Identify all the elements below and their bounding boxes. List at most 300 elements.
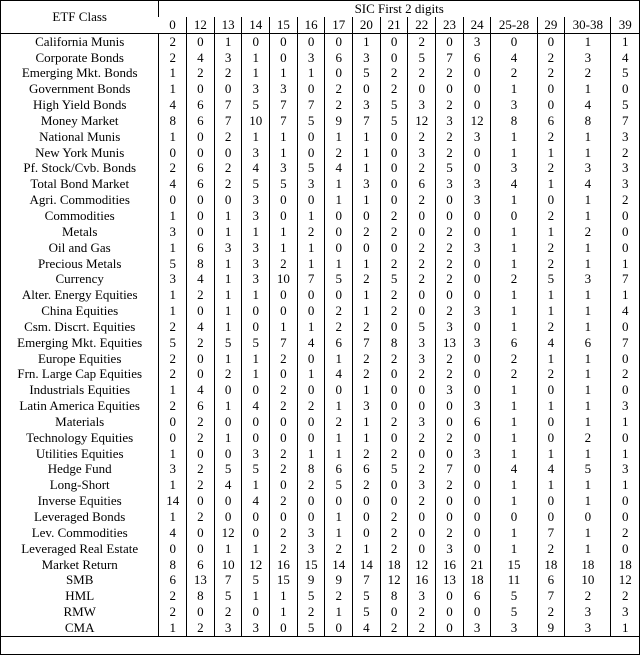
cell: 3 — [159, 224, 187, 240]
cell: 2 — [380, 414, 408, 430]
cell: 1 — [325, 351, 353, 367]
cell: 1 — [297, 65, 325, 81]
cell: 1 — [491, 382, 537, 398]
cell: 0 — [537, 382, 565, 398]
cell: 0 — [408, 303, 436, 319]
cell: 0 — [436, 414, 464, 430]
cell: 3 — [491, 620, 537, 636]
cell: 7 — [270, 97, 298, 113]
cell: 8 — [491, 113, 537, 129]
cell: 5 — [353, 604, 381, 620]
cell: 2 — [270, 493, 298, 509]
cell: 3 — [436, 319, 464, 335]
cell: 1 — [537, 398, 565, 414]
cell: 3 — [242, 145, 270, 161]
cell: 7 — [611, 113, 639, 129]
cell: 15 — [491, 557, 537, 573]
cell: 3 — [491, 160, 537, 176]
cell: 0 — [270, 430, 298, 446]
row-label: Latin America Equities — [19, 398, 140, 414]
cell: 1 — [491, 493, 537, 509]
cell: 1 — [565, 145, 611, 161]
cell: 6 — [463, 414, 491, 430]
cell: 6 — [187, 557, 215, 573]
cell: 0 — [436, 287, 464, 303]
cell: 0 — [463, 145, 491, 161]
row-label: Currency — [55, 271, 104, 287]
cell: 0 — [270, 477, 298, 493]
cell: 5 — [408, 50, 436, 66]
cell: 0 — [463, 430, 491, 446]
cell: 1 — [353, 256, 381, 272]
row-label: Market Return — [41, 556, 118, 572]
cell: 2 — [436, 351, 464, 367]
cell: 0 — [436, 33, 464, 49]
cell: 0 — [463, 287, 491, 303]
cell: 7 — [270, 113, 298, 129]
cell: 0 — [325, 33, 353, 49]
cell: 1 — [242, 129, 270, 145]
cell: 3 — [463, 192, 491, 208]
cell: 0 — [463, 461, 491, 477]
row-label: New York Munis — [35, 144, 125, 160]
cell: 7 — [353, 113, 381, 129]
cell: 0 — [353, 81, 381, 97]
cell: 0 — [187, 81, 215, 97]
cell: 8 — [187, 256, 215, 272]
cell: 1 — [270, 319, 298, 335]
cell: 3 — [565, 604, 611, 620]
cell: 1 — [491, 129, 537, 145]
cell: 0 — [408, 382, 436, 398]
cell: 2 — [270, 446, 298, 462]
cell: 10 — [214, 557, 242, 573]
cell: 0 — [436, 208, 464, 224]
table-row — [1, 319, 639, 335]
cell: 0 — [408, 541, 436, 557]
cell: 1 — [491, 319, 537, 335]
cell: 0 — [611, 541, 639, 557]
row-label: Money Market — [40, 112, 119, 128]
cell: 0 — [242, 33, 270, 49]
cell: 14 — [353, 557, 381, 573]
cell: 2 — [537, 50, 565, 66]
cell: 0 — [187, 351, 215, 367]
cell: 0 — [463, 81, 491, 97]
cell: 0 — [242, 319, 270, 335]
cell: 0 — [242, 509, 270, 525]
cell: 1 — [353, 430, 381, 446]
row-label: Csm. Discrt. Equities — [24, 318, 136, 334]
cell: 2 — [565, 65, 611, 81]
cell: 10 — [565, 572, 611, 588]
cell: 1 — [242, 287, 270, 303]
cell: 5 — [491, 604, 537, 620]
cell: 0 — [537, 192, 565, 208]
cell: 5 — [380, 113, 408, 129]
cell: 5 — [565, 461, 611, 477]
cell: 0 — [270, 509, 298, 525]
table-row — [1, 50, 639, 66]
cell: 7 — [353, 335, 381, 351]
cell: 1 — [353, 129, 381, 145]
cell: 0 — [408, 81, 436, 97]
cell: 0 — [463, 541, 491, 557]
cell: 0 — [270, 620, 298, 636]
cell: 3 — [408, 351, 436, 367]
column-header: 0 — [159, 17, 187, 33]
cell: 2 — [565, 430, 611, 446]
cell: 0 — [325, 240, 353, 256]
cell: 1 — [214, 303, 242, 319]
cell: 3 — [214, 50, 242, 66]
table-row — [1, 509, 639, 525]
cell: 3 — [463, 303, 491, 319]
cell: 3 — [270, 81, 298, 97]
cell: 11 — [491, 572, 537, 588]
cell: 0 — [537, 97, 565, 113]
cell: 4 — [187, 271, 215, 287]
cell: 7 — [537, 588, 565, 604]
cell: 2 — [325, 541, 353, 557]
cell: 0 — [159, 541, 187, 557]
cell: 7 — [297, 271, 325, 287]
cell: 3 — [463, 446, 491, 462]
cell: 0 — [380, 33, 408, 49]
cell: 0 — [325, 493, 353, 509]
cell: 0 — [611, 240, 639, 256]
cell: 4 — [242, 398, 270, 414]
cell: 2 — [408, 604, 436, 620]
cell: 5 — [297, 588, 325, 604]
cell: 0 — [297, 81, 325, 97]
cell: 1 — [242, 366, 270, 382]
cell: 1 — [242, 65, 270, 81]
cell: 4 — [242, 493, 270, 509]
row-label: SMB — [65, 572, 94, 588]
cell: 5 — [242, 97, 270, 113]
cell: 0 — [297, 287, 325, 303]
cell: 1 — [270, 145, 298, 161]
cell: 3 — [611, 129, 639, 145]
cell: 0 — [436, 620, 464, 636]
cell: 1 — [611, 287, 639, 303]
cell: 0 — [537, 414, 565, 430]
row-label: HML — [65, 588, 95, 604]
cell: 16 — [436, 557, 464, 573]
cell: 1 — [565, 446, 611, 462]
cell: 1 — [537, 287, 565, 303]
cell: 0 — [242, 382, 270, 398]
cell: 1 — [491, 525, 537, 541]
cell: 2 — [436, 145, 464, 161]
cell: 0 — [242, 604, 270, 620]
cell: 18 — [611, 557, 639, 573]
cell: 0 — [380, 382, 408, 398]
cell: 2 — [214, 160, 242, 176]
cell: 2 — [214, 129, 242, 145]
cell: 5 — [159, 256, 187, 272]
cell: 1 — [297, 446, 325, 462]
cell: 5 — [436, 160, 464, 176]
column-header: 16 — [297, 17, 325, 33]
cell: 2 — [187, 414, 215, 430]
cell: 1 — [611, 620, 639, 636]
cell: 1 — [491, 541, 537, 557]
cell: 5 — [611, 65, 639, 81]
row-label: National Munis — [39, 128, 121, 144]
cell: 2 — [611, 192, 639, 208]
cell: 0 — [270, 287, 298, 303]
cell: 1 — [353, 541, 381, 557]
cell: 3 — [611, 461, 639, 477]
cell: 2 — [380, 620, 408, 636]
cell: 7 — [214, 97, 242, 113]
table-row — [1, 145, 639, 161]
table-row — [1, 160, 639, 176]
cell: 7 — [537, 525, 565, 541]
row-label: Materials — [55, 413, 105, 429]
cell: 0 — [270, 208, 298, 224]
cell: 3 — [214, 620, 242, 636]
cell: 7 — [270, 335, 298, 351]
cell: 1 — [214, 398, 242, 414]
cell: 9 — [325, 113, 353, 129]
row-label: Corporate Bonds — [35, 49, 124, 65]
table-row — [1, 351, 639, 367]
cell: 1 — [537, 446, 565, 462]
cell: 0 — [436, 446, 464, 462]
cell: 5 — [380, 461, 408, 477]
cell: 2 — [270, 351, 298, 367]
cell: 1 — [537, 145, 565, 161]
cell: 0 — [408, 224, 436, 240]
cell: 2 — [214, 366, 242, 382]
cell: 1 — [270, 604, 298, 620]
cell: 2 — [325, 145, 353, 161]
cell: 3 — [242, 208, 270, 224]
column-header: 25-28 — [491, 17, 537, 33]
cell: 1 — [565, 366, 611, 382]
cell: 3 — [565, 271, 611, 287]
cell: 1 — [491, 303, 537, 319]
cell: 3 — [408, 145, 436, 161]
row-label: Oil and Gas — [48, 239, 111, 255]
cell: 0 — [187, 145, 215, 161]
cell: 2 — [436, 224, 464, 240]
row-label: California Munis — [35, 33, 125, 49]
cell: 3 — [242, 620, 270, 636]
cell: 14 — [159, 493, 187, 509]
cell: 8 — [380, 335, 408, 351]
cell: 0 — [408, 525, 436, 541]
cell: 1 — [159, 129, 187, 145]
cell: 3 — [242, 446, 270, 462]
cell: 2 — [380, 446, 408, 462]
cell: 7 — [353, 572, 381, 588]
cell: 2 — [611, 366, 639, 382]
cell: 1 — [565, 398, 611, 414]
cell: 0 — [242, 414, 270, 430]
cell: 4 — [537, 335, 565, 351]
cell: 1 — [353, 160, 381, 176]
corner-header-etf-class: ETF Class — [1, 1, 159, 33]
row-label: Leveraged Bonds — [34, 509, 126, 524]
cell: 0 — [380, 477, 408, 493]
cell: 0 — [187, 303, 215, 319]
column-header: 30-38 — [565, 17, 611, 33]
cell: 13 — [187, 572, 215, 588]
cell: 3 — [242, 256, 270, 272]
cell: 2 — [214, 604, 242, 620]
cell: 1 — [325, 176, 353, 192]
cell: 3 — [159, 461, 187, 477]
cell: 2 — [270, 382, 298, 398]
cell: 1 — [159, 287, 187, 303]
cell: 1 — [159, 477, 187, 493]
cell: 2 — [408, 366, 436, 382]
cell: 18 — [537, 557, 565, 573]
cell: 6 — [159, 572, 187, 588]
cell: 1 — [242, 541, 270, 557]
cell: 0 — [353, 509, 381, 525]
cell: 4 — [537, 461, 565, 477]
cell: 3 — [214, 240, 242, 256]
cell: 1 — [325, 430, 353, 446]
cell: 2 — [380, 224, 408, 240]
cell: 1 — [537, 477, 565, 493]
cell: 3 — [353, 50, 381, 66]
cell: 6 — [187, 160, 215, 176]
cell: 2 — [436, 129, 464, 145]
table-row — [1, 176, 639, 192]
cell: 2 — [297, 604, 325, 620]
cell: 2 — [325, 303, 353, 319]
column-header: 13 — [214, 17, 242, 33]
cell: 1 — [491, 145, 537, 161]
cell: 1 — [297, 208, 325, 224]
cell: 3 — [463, 129, 491, 145]
cell: 0 — [537, 493, 565, 509]
cell: 10 — [270, 271, 298, 287]
cell: 4 — [297, 335, 325, 351]
cell: 3 — [297, 176, 325, 192]
cell: 4 — [214, 477, 242, 493]
cell: 0 — [611, 208, 639, 224]
cell: 3 — [242, 271, 270, 287]
row-label: Agri. Commodities — [29, 192, 130, 208]
cell: 0 — [297, 192, 325, 208]
cell: 1 — [214, 287, 242, 303]
cell: 1 — [565, 256, 611, 272]
table-row — [1, 557, 639, 573]
cell: 3 — [463, 398, 491, 414]
cell: 1 — [491, 477, 537, 493]
cell: 1 — [491, 430, 537, 446]
cell: 7 — [611, 271, 639, 287]
cell: 0 — [463, 208, 491, 224]
cell: 2 — [436, 303, 464, 319]
cell: 1 — [159, 509, 187, 525]
cell: 3 — [408, 414, 436, 430]
cell: 2 — [325, 81, 353, 97]
cell: 9 — [537, 620, 565, 636]
cell: 2 — [214, 176, 242, 192]
cell: 2 — [436, 366, 464, 382]
cell: 1 — [270, 240, 298, 256]
cell: 0 — [353, 240, 381, 256]
cell: 0 — [159, 145, 187, 161]
table-row — [1, 240, 639, 256]
cell: 0 — [463, 351, 491, 367]
cell: 5 — [408, 319, 436, 335]
cell: 0 — [187, 224, 215, 240]
cell: 0 — [408, 509, 436, 525]
cell: 2 — [408, 620, 436, 636]
column-header: 17 — [325, 17, 353, 33]
cell: 1 — [537, 176, 565, 192]
cell: 1 — [214, 256, 242, 272]
cell: 2 — [408, 493, 436, 509]
table-row — [1, 192, 639, 208]
cell: 2 — [537, 604, 565, 620]
cell: 3 — [565, 160, 611, 176]
cell: 1 — [611, 477, 639, 493]
cell: 1 — [297, 240, 325, 256]
cell: 8 — [297, 461, 325, 477]
cell: 8 — [565, 113, 611, 129]
cell: 0 — [242, 430, 270, 446]
row-label: Lev. Commodities — [31, 524, 128, 540]
cell: 2 — [537, 541, 565, 557]
column-header: 39 — [611, 17, 639, 33]
cell: 0 — [380, 493, 408, 509]
cell: 0 — [463, 65, 491, 81]
cell: 4 — [159, 97, 187, 113]
cell: 2 — [353, 271, 381, 287]
cell: 16 — [408, 572, 436, 588]
cell: 5 — [242, 176, 270, 192]
cell: 3 — [297, 50, 325, 66]
cell: 0 — [159, 414, 187, 430]
cell: 2 — [353, 224, 381, 240]
cell: 0 — [270, 33, 298, 49]
cell: 0 — [242, 525, 270, 541]
cell: 0 — [491, 208, 537, 224]
cell: 2 — [408, 160, 436, 176]
cell: 1 — [325, 604, 353, 620]
cell: 1 — [491, 256, 537, 272]
cell: 2 — [353, 319, 381, 335]
cell: 3 — [565, 620, 611, 636]
cell: 2 — [353, 351, 381, 367]
cell: 6 — [187, 240, 215, 256]
cell: 5 — [611, 97, 639, 113]
cell: 2 — [187, 461, 215, 477]
cell: 14 — [325, 557, 353, 573]
cell: 0 — [270, 366, 298, 382]
cell: 2 — [380, 509, 408, 525]
cell: 0 — [187, 33, 215, 49]
cell: 2 — [380, 303, 408, 319]
row-label: Inverse Equities — [37, 493, 122, 509]
cell: 1 — [353, 303, 381, 319]
cell: 0 — [214, 145, 242, 161]
cell: 2 — [408, 240, 436, 256]
cell: 4 — [491, 461, 537, 477]
cell: 0 — [491, 33, 537, 49]
cell: 7 — [611, 335, 639, 351]
